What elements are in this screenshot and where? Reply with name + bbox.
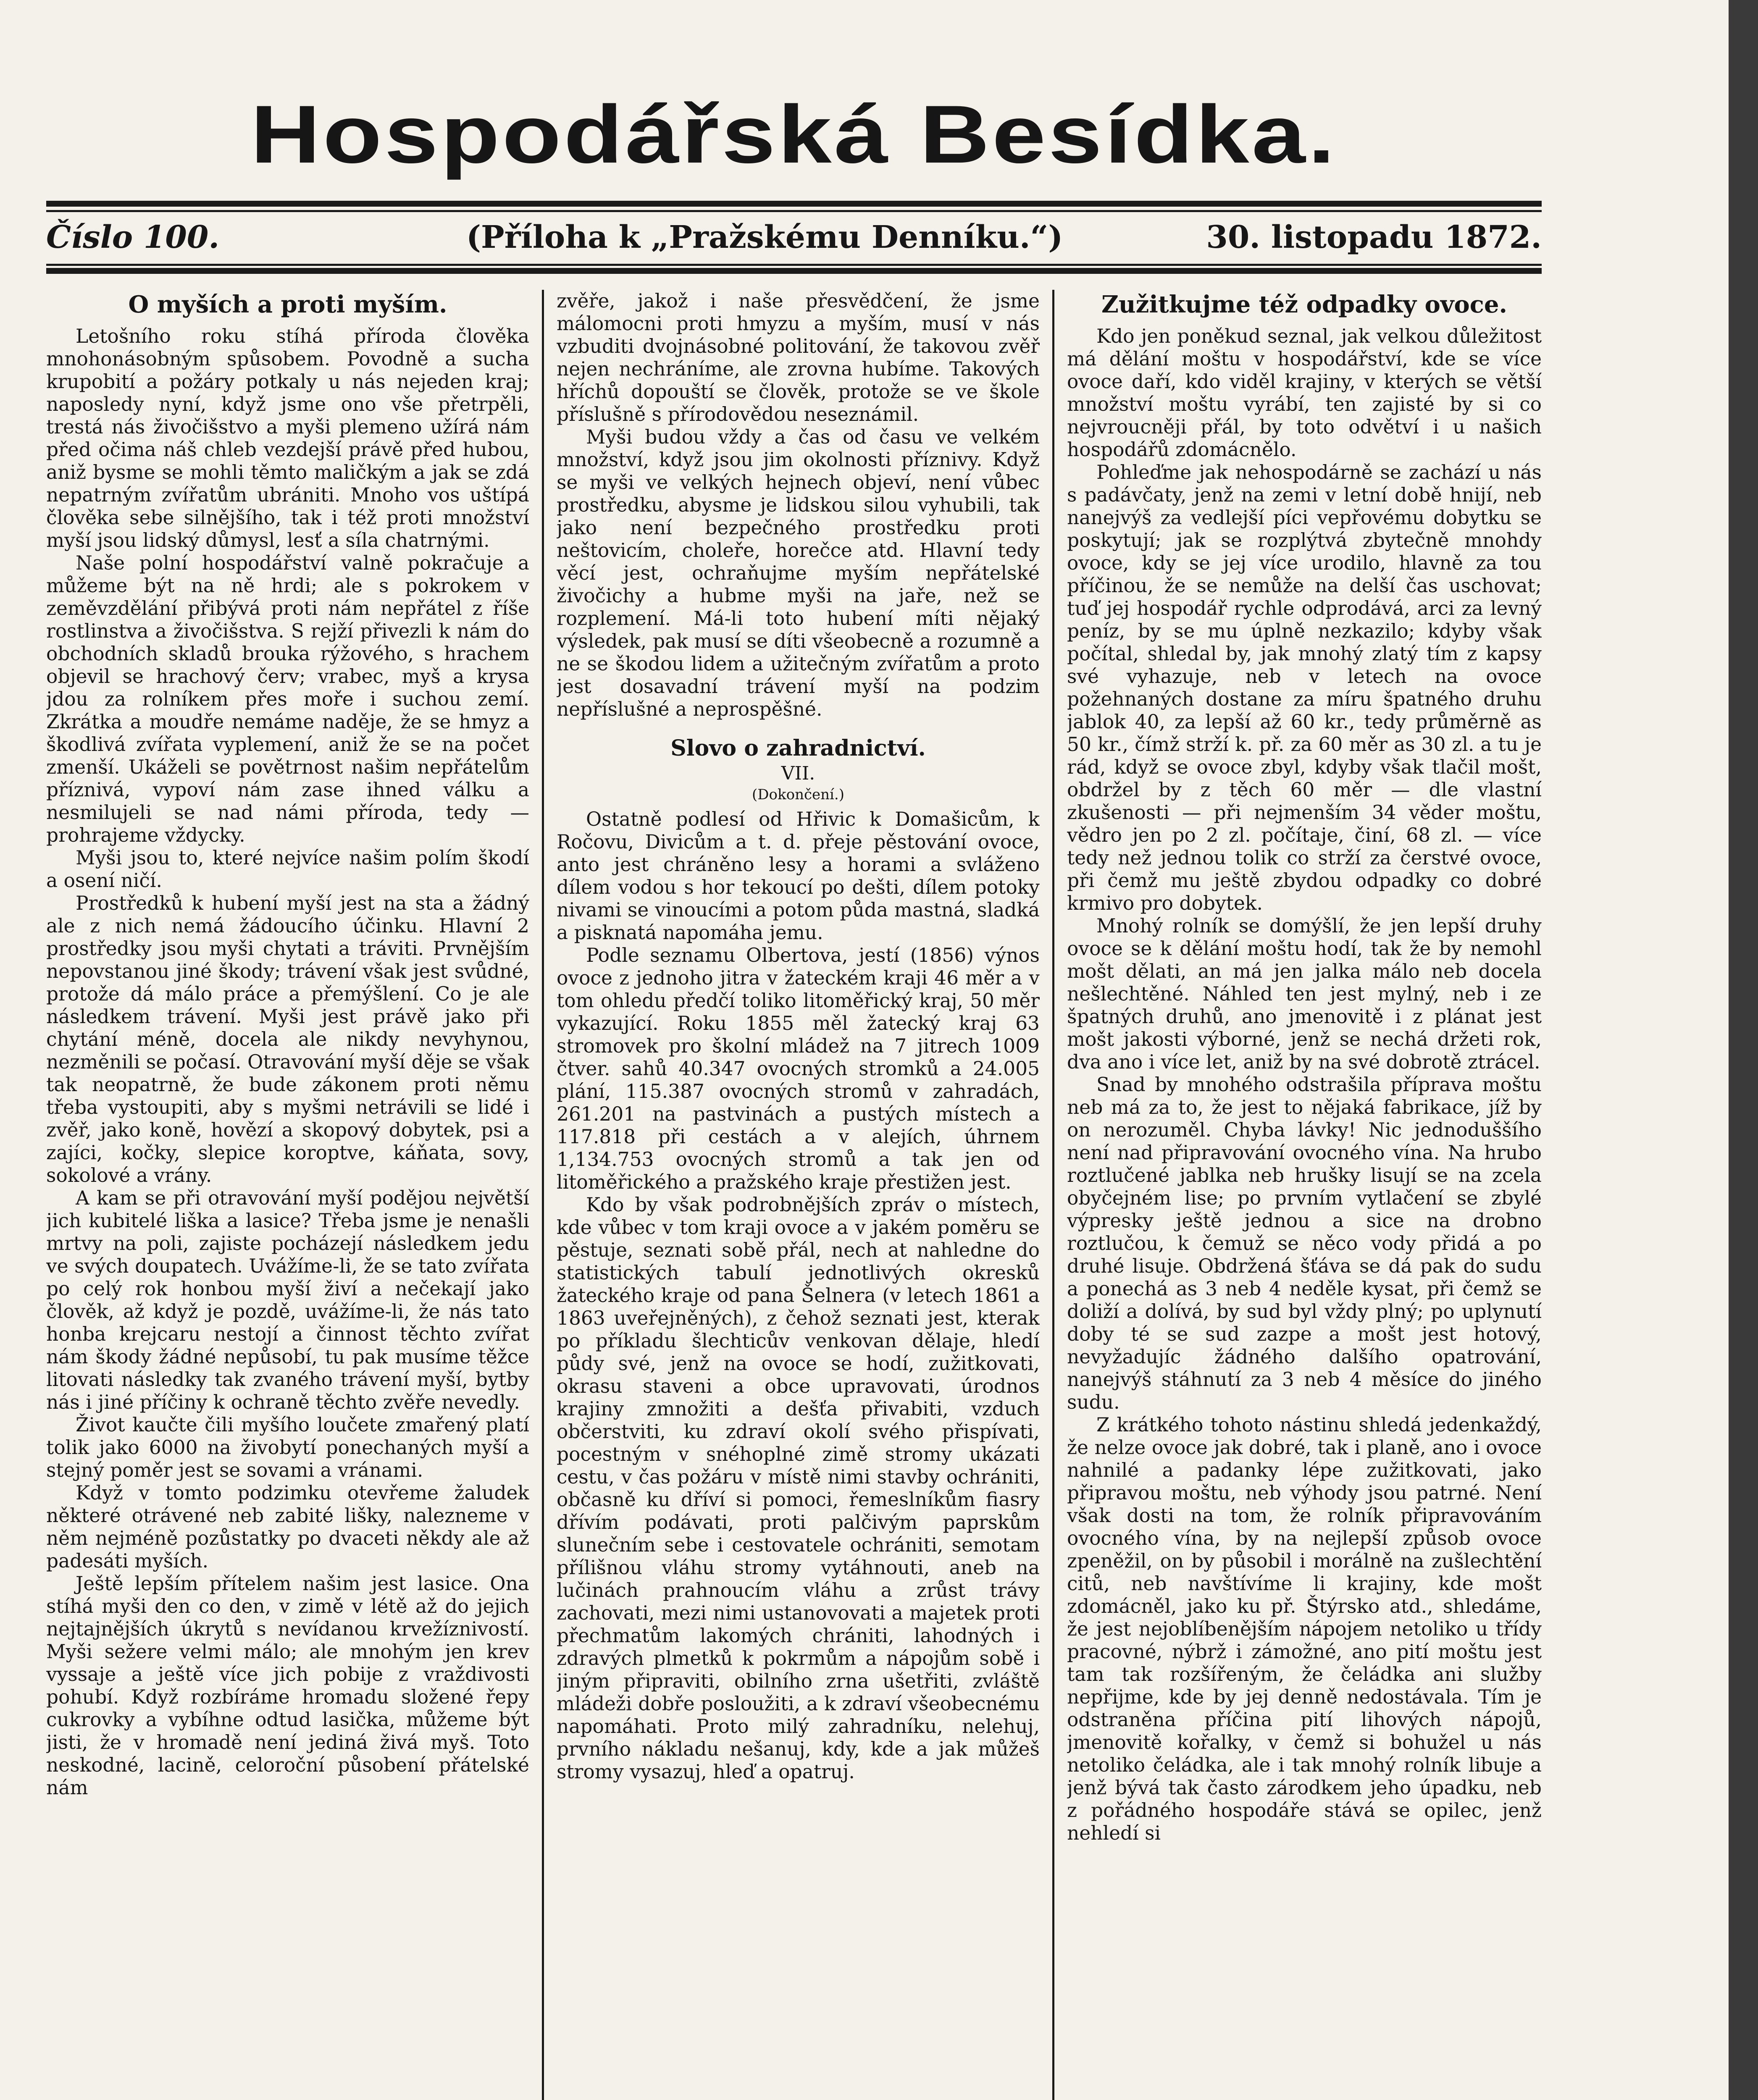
article-note: (Dokončení.) [752, 786, 844, 803]
article-paragraph: Mnohý rolník se domýšlí, že jen lepší druhy ovoce se k dělání moštu hodí, tak že by nemohl mošt dělati, an má jen jalka málo neb docela nešlechtěné. Náhled ten jest mylný, neb i ze špatných druhů, ano jmenovitě i z plánat jest mošt jakosti výborné, jenž se nechá držeti rok, dva ano i více let, aniž by na své dobrotě ztrácel. [1067, 915, 1542, 1073]
scan-edge [1729, 0, 1758, 2100]
newspaper-page [46, 38, 1542, 2100]
article-paragraph: Letošního roku stíhá příroda člověka mnohonásobným spůsobem. Povodně a sucha krupobití a požáry potkaly u nás nejeden kraj; naposledy nyní, když jsme ono vše přetrpěli, trestá nás živočišstvo a myši plemeno užírá nám před očima náš chleb vezdejší právě před hubou, aniž bysme se mohli těmto maličkým a jak se zdá nepatrným zvířatům ubrániti. Mnoho vos uštípá člověka sebe silnějšího, tak i též proti množství myší jsou lidský důmysl, lesť a síla chatrnými. [46, 325, 529, 551]
article-heading: O myších a proti myším. [128, 291, 447, 318]
issue-date: 30. listopadu 1872. [1206, 219, 1542, 255]
article-paragraph: Ostatně podlesí od Hřivic k Domašicům, k Ročovu, Divicům a t. d. přeje pěstování ovoce, anto jest chráněno lesy a horami a svláženo dílem vodou s hor tekoucí po dešti, dílem potoky nivami se vinoucími a potom půda mastná, sladká a pisknatá napomáha jemu. [557, 808, 1040, 944]
article-paragraph: Podle seznamu Olbertova, jestí (1856) výnos ovoce z jednoho jitra v žateckém kraji 46 měr a v tom ohledu předčí toliko litoměřický kraj, 50 měr vykazující. Roku 1855 měl žatecký kraj 63 stromovek pro školní mládež na 7 jitrech 1009 čtver. sahů 40.347 ovocných stromků a 24.005 plání, 115.387 ovocných stromů v zahradách, 261.201 na pastvinách a pustých místech a 117.818 při cestách a v alejích, úhrnem 1,134.753 ovocných stromů a tak jen od litoměřického a pražského kraje přestižen jest. [557, 944, 1040, 1193]
article-paragraph: Myši jsou to, které nejvíce našim polím škodí a osení ničí. [46, 847, 529, 892]
article-paragraph: A kam se při otravování myší podějou největší jich kubitelé liška a lasice? Třeba jsme je nenašli mrtvy na poli, zajiste pocházejí následkem jedu ve svých doupatech. Uvážíme-li, že se tato zvířata po celý rok honbou myší živí a nečekají jako člověk, až když je pozdě, uvážíme-li, že nás tato honba krejcaru nestojí a činnost těchto zvířat nám škody žádné nepůsobí, tu pak musíme těžce litovati následky tak zvaného trávení myší, bytby nás i jiné příčiny k ochraně těchto zvěře nevedly. [46, 1187, 529, 1413]
article-paragraph: Z krátkého tohoto nástinu shledá jedenkaždý, že nelze ovoce jak dobré, tak i planě, ano i ovoce nahnilé a padanky lépe zužitkovati, jako připravou moštu, neb výhody jsou patrné. Není však dosti na tom, že rolník připravováním ovocného vína, by na nejlepší způsob ovoce zpeněžil, on by působil i morálně na zušlechtění citů, neb navštívíme li krajiny, kde mošt zdomácněl, jako ku př. Štýrsko atd., shledáme, že jest nejoblíbenějším nápojem netoliko u třídy pracovné, nýbrž i zámožné, ano pití moštu jest tam tak rozšířeným, že čeládka ani služby nepřijme, kde by jej denně nedostávala. Tím je odstraněna příčina pití lihových nápojů, jmenovitě kořalky, v čemž si bohužel u nás netoliko čeládka, ale i tak mnohý rolník libuje a jenž bývá tak často zárodkem jeho úpadku, neb z pořádného hospodáře stává se opilec, jenž nehledí si [1067, 1414, 1542, 1844]
masthead-rule-thin [46, 210, 1542, 212]
article-paragraph: Prostředků k hubení myší jest na sta a žádný ale z nich nemá žádoucího účinku. Hlavní 2 prostředky jsou myši chytati a tráviti. Prvnějším nepovstanou jiné škody; trávení však jest svůdné, protože dá málo práce a přemýšlení. Co je ale následkem trávení. Myši jest právě jako při chytání méně, docela ale nikdy nevyhynou, nezměnili se počasí. Otravování myší děje se však tak neopatrně, že bude zákonem proti němu třeba vystoupiti, aby s myšmi netrávili se lidé i zvěř, jako koně, hovězí a skopový dobytek, psi a zajíci, kočky, slepice koroptve, káňata, sovy, sokolové a vrány. [46, 892, 529, 1186]
column-1 [46, 290, 529, 2100]
article-heading: Slovo o zahradnictví. [670, 735, 926, 761]
issue-number: Číslo 100. [46, 219, 220, 255]
column-divider [1052, 290, 1054, 2100]
masthead-title: Hospodářská Besídka. [250, 88, 1338, 180]
article-paragraph: Myši budou vždy a čas od času ve velkém množství, když jsou jim okolnosti příznivy. Když se myši ve velkých hejnech objeví, není vůbec prostředku, abysme je lidskou silou vyhubili, tak jako není bezpečného prostředku proti neštovicím, choleře, horečce atd. Hlavní tedy věcí jest, ochraňujme myším nepřátelské živočichy a hubme myši na jaře, než se rozplemení. Má-li toto hubení míti nějaký výsledek, pak musí se díti všeobecně a rozumně a ne se škodou lidem a užitečným zvířatům a proto jest dosavadní trávení myší na podzim nepříslušné a neprospěšné. [557, 426, 1040, 720]
masthead-rule [46, 201, 1542, 207]
article-paragraph: Snad by mnohého odstrašila příprava moštu neb má za to, že jest to nějaká fabrikace, jíž by on nerozuměl. Chyba lávky! Nic jednoduššího není nad připravování ovocného vína. Na hrubo roztlučené jablka neb hrušky lisují se na zcela obyčejném lise; po prvním vytlačení se zbylé výpresky ještě jednou a sice na drobno roztlučou, k čemuž se něco vody přidá a po druhé lisuje. Obdržená šťáva se dá pak do sudu a ponechá as 3 neb 4 neděle kysat, při čemž se doliží a dolívá, by sud byl vždy plný; po uplynutí doby té se sud zazpe a mošt jest hotový, nevyžadujíc žádného dalšího opatrování, nanejvýš stáhnutí za 3 neb 4 měsíce do jiného sudu. [1067, 1074, 1542, 1413]
column-2 [557, 290, 1040, 2100]
article-paragraph: Když v tomto podzimku otevřeme žaludek některé otrávené neb zabité lišky, nalezneme v něm nejméně pozůstatky po dvaceti někdy ale až padesáti myších. [46, 1482, 529, 1572]
masthead [46, 71, 1542, 197]
article-part-number: VII. [781, 763, 815, 784]
column-3 [1067, 290, 1542, 2100]
column-divider [542, 290, 544, 2100]
article-paragraph: Pohleďme jak nehospodárně se zachází u nás s padávčaty, jenž na zemi v letní době hnijí, neb nanejvýš za vedlejší píci vepřovému dobytku se poskytují; jak se rozplýtvá zbytečně mnohdy ovoce, kdy se jej více urodilo, hlavně za tou příčinou, že se nemůže na delší čas uschovat; tuď jej hospodář rychle odprodává, arci za levný peníz, by se mu úplně nezkazilo; kdyby však počítal, shledal by, jak mnohý zlatý tím z kapsy své vyhazuje, neb v letech na ovoce požehnaných dostane za míru špatného druhu jablok 40, za lepší až 60 kr., tedy průměrně as 50 kr., čímž strží k. př. za 60 měr as 30 zl. a tu je rád, když se ovoce zbyl, kdyby však tlačil mošt, obdržel by z těch 60 měr — dle vlastní zkušenosti — při nejmenším 34 věder moštu, vědro jen po 2 zl. počítaje, činí, 68 zl. — více tedy než jednou tolik co strží za čerstvé ovoce, při čemž mu ještě zbydou odpadky co dobré krmivo pro dobytek. [1067, 461, 1542, 914]
article-paragraph: Život kaučte čili myšího loučete zmařený platí tolik jako 6000 na živobytí ponechaných myší a stejný poměr jest se sovami a vránami. [46, 1414, 529, 1481]
article-paragraph: Kdo by však podrobnějších zpráv o místech, kde vůbec v tom kraji ovoce a v jakém poměru se pěstuje, seznati sobě přál, nech at nahledne do statistických tabulí jednotlivých okresků žateckého kraje od pana Šelnera (v letech 1861 a 1863 uveřejněných), z čehož seznati jest, kterak po příkladu šlechticův venkovan dělaje, hledí půdy své, jenž na ovoce se hodí, zužitkovati, okrasu staveni a obce upravovati, úrodnos krajiny zmnožiti a dešťa přivabiti, vzduch občerstviti, ku zdraví okolí svého přispívati, pocestným v snéhoplné zimě stromy ukázati cestu, v čas požáru v místě nimi stavby ochrániti, občasně ku dříví si pomoci, řemeslníkům fiasry dřívím podávati, proti palčivým paprskům slunečním sebe i cestovatele ochrániti, semotam přílišnou vláhu stromy vytáhnouti, aneb na lučinách prahnoucím vláhu a zrůst trávy zachovati, mezi nimi ustanovovati a majetek proti přechmatům lakomých chrániti, lahodných i zdravých plmetků k pokrmům a nápojům sobě i jiným připraviti, obilního zrna ušetřiti, zvláště mládeži dobře posloužiti, a k zdraví všeobecnému napomáhati. Proto milý zahradníku, nelehuj, prvního nákladu nešanuj, kdy, kde a jak můžeš stromy vysazuj, hleď a opatruj. [557, 1194, 1040, 1783]
article-paragraph: Naše polní hospodářství valně pokračuje a můžeme být na ně hrdi; ale s pokrokem v zeměvzdělání přibývá proti nám nepřátel z říše rostlinstva a živočišstva. S rejží přivezli k nám do obchodních skladů brouka rýžového, s hrachem objevil se hrachový červ; vrabec, myš a krysa jdou za rolníkem přes moře i suchou zemí. Zkrátka a moudře nemáme naděje, že se hmyz a škodlivá zvířata vyplemení, aniž že se na počet zmenší. Ukáželi se povětrnost našim nepřátelům příznivá, vypoví nám zase ihned válku a nesmilujeli se nad námi příroda, tedy — prohrajeme vždycky. [46, 552, 529, 846]
info-rule [46, 264, 1542, 266]
info-rule-thick [46, 268, 1542, 274]
issue-info-line [46, 214, 1542, 260]
supplement-note: (Příloha k „Pražskému Denníku.“) [466, 219, 1063, 255]
article-heading: Zužitkujme též odpadky ovoce. [1101, 291, 1507, 318]
article-paragraph: zvěře, jakož i naše přesvědčení, že jsme málomocni proti hmyzu a myším, musí v nás vzbuditi dvojnásobné politování, že takovou zvěř nejen nechráníme, ale zrovna hubíme. Takových hříchů dopouští se člověk, protože se ve škole příslušně s přírodovědou neseznámil. [557, 290, 1040, 425]
article-paragraph: Kdo jen poněkud seznal, jak velkou důležitost má dělání moštu v hospodářství, kde se více ovoce daří, kdo viděl krajiny, v kterých se větší množství moštu vyrábí, ten zajisté by si co nejvroucněji přál, by toto odvětví i u našich hospodářů zdomácnělo. [1067, 325, 1542, 461]
article-paragraph: Ještě lepším přítelem našim jest lasice. Ona stíhá myši den co den, v zimě v létě až do jejich nejtajnějších úkrytů s nevídanou krvežíznivostí. Myši sežere velmi málo; ale mnohým jen krev vyssaje a ještě více jich pobije z vraždivosti pohubí. Když rozbíráme hromadu složené řepy cukrovky a vybíhne odtud lasička, můžeme být jisti, že v hromadě není jediná živá myš. Toto neskodné, lacině, celoroční působení přátelské nám [46, 1572, 529, 1799]
